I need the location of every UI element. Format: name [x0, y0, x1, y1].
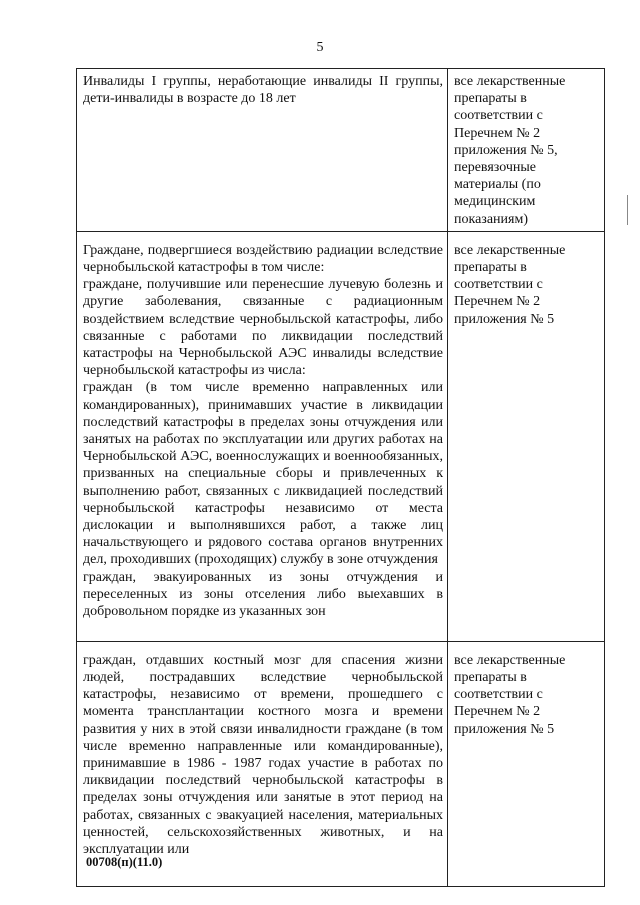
- category-text: граждане, получившие или перенесшие лучевую болезнь и другие заболевания, связанные с радиационным воздействием вследствие чернобыльской катастрофы, либо связанные с работами по ликвидации последствий катастрофы на Чернобыльской АЭС инвалиды вследствие чернобыльской катастрофы из числа:: [83, 277, 443, 379]
- benefits-table: [76, 68, 605, 887]
- provision-text: все лекарственные препараты в соответствии с Перечнем № 2 приложения № 5, перевязочные материалы (по медицинским показаниям): [454, 74, 566, 227]
- provision-text: все лекарственные препараты в соответствии с Перечнем № 2 приложения № 5: [454, 242, 566, 327]
- provision-text: все лекарственные препараты в соответствии с Перечнем № 2 приложения № 5: [454, 652, 566, 737]
- category-text: Инвалиды I группы, неработающие инвалиды II группы, дети-инвалиды в возрасте до 18 лет: [83, 74, 443, 107]
- category-cell: [77, 69, 448, 232]
- category-text: граждан, отдавших костный мозг для спасения жизни людей, пострадавших вследствие чернобыльской катастрофы, независимо от времени, прошедшего с момента трансплантации костного мозга и времени развития у них в этой связи инвалидности граждане (в том числе временно направленные или командированные), принимавшие в 1986 - 1987 годах участие в работах по ликвидации последствий чернобыльской катастрофы в пределах зоны отчуждения или занятые в этот период на работах, связанных с эвакуацией населения, материальных ценностей, сельскохозяйственных животных, и на эксплуатации или: [83, 652, 443, 858]
- category-cell: [77, 231, 448, 641]
- provision-cell: [448, 69, 605, 232]
- scan-margin-mark: [627, 195, 628, 225]
- category-cell: [77, 641, 448, 886]
- provision-cell: [448, 641, 605, 886]
- provision-cell: [448, 231, 605, 641]
- table-row: [77, 69, 605, 232]
- table-row: [77, 641, 605, 886]
- category-text: граждан, эвакуированных из зоны отчуждения и переселенных из зоны отселения либо выехавших в добровольном порядке из указанных зон: [83, 569, 443, 620]
- document-code: 00708(п)(11.0): [86, 855, 163, 869]
- page-number: 5: [316, 40, 324, 55]
- table-row: [77, 231, 605, 641]
- category-text: Граждане, подвергшиеся воздействию радиации вследствие чернобыльской катастрофы в том числе:: [83, 242, 443, 276]
- category-text: граждан (в том числе временно направленных или командированных), принимавших участие в ликвидации последствий катастрофы в пределах зоны отчуждения или занятых на работах по эксплуатации или других работах на Чернобыльской АЭС, военнослужащих и военнообязанных, призванных на специальные сборы и привлеченных к выполнению работ, связанных с ликвидацией последствий чернобыльской катастрофы независимо от места дислокации и выполнявшихся работ, а также лиц начальствующего и рядового состава органов внутренних дел, проходивших (проходящих) службу в зоне отчуждения: [83, 380, 443, 568]
